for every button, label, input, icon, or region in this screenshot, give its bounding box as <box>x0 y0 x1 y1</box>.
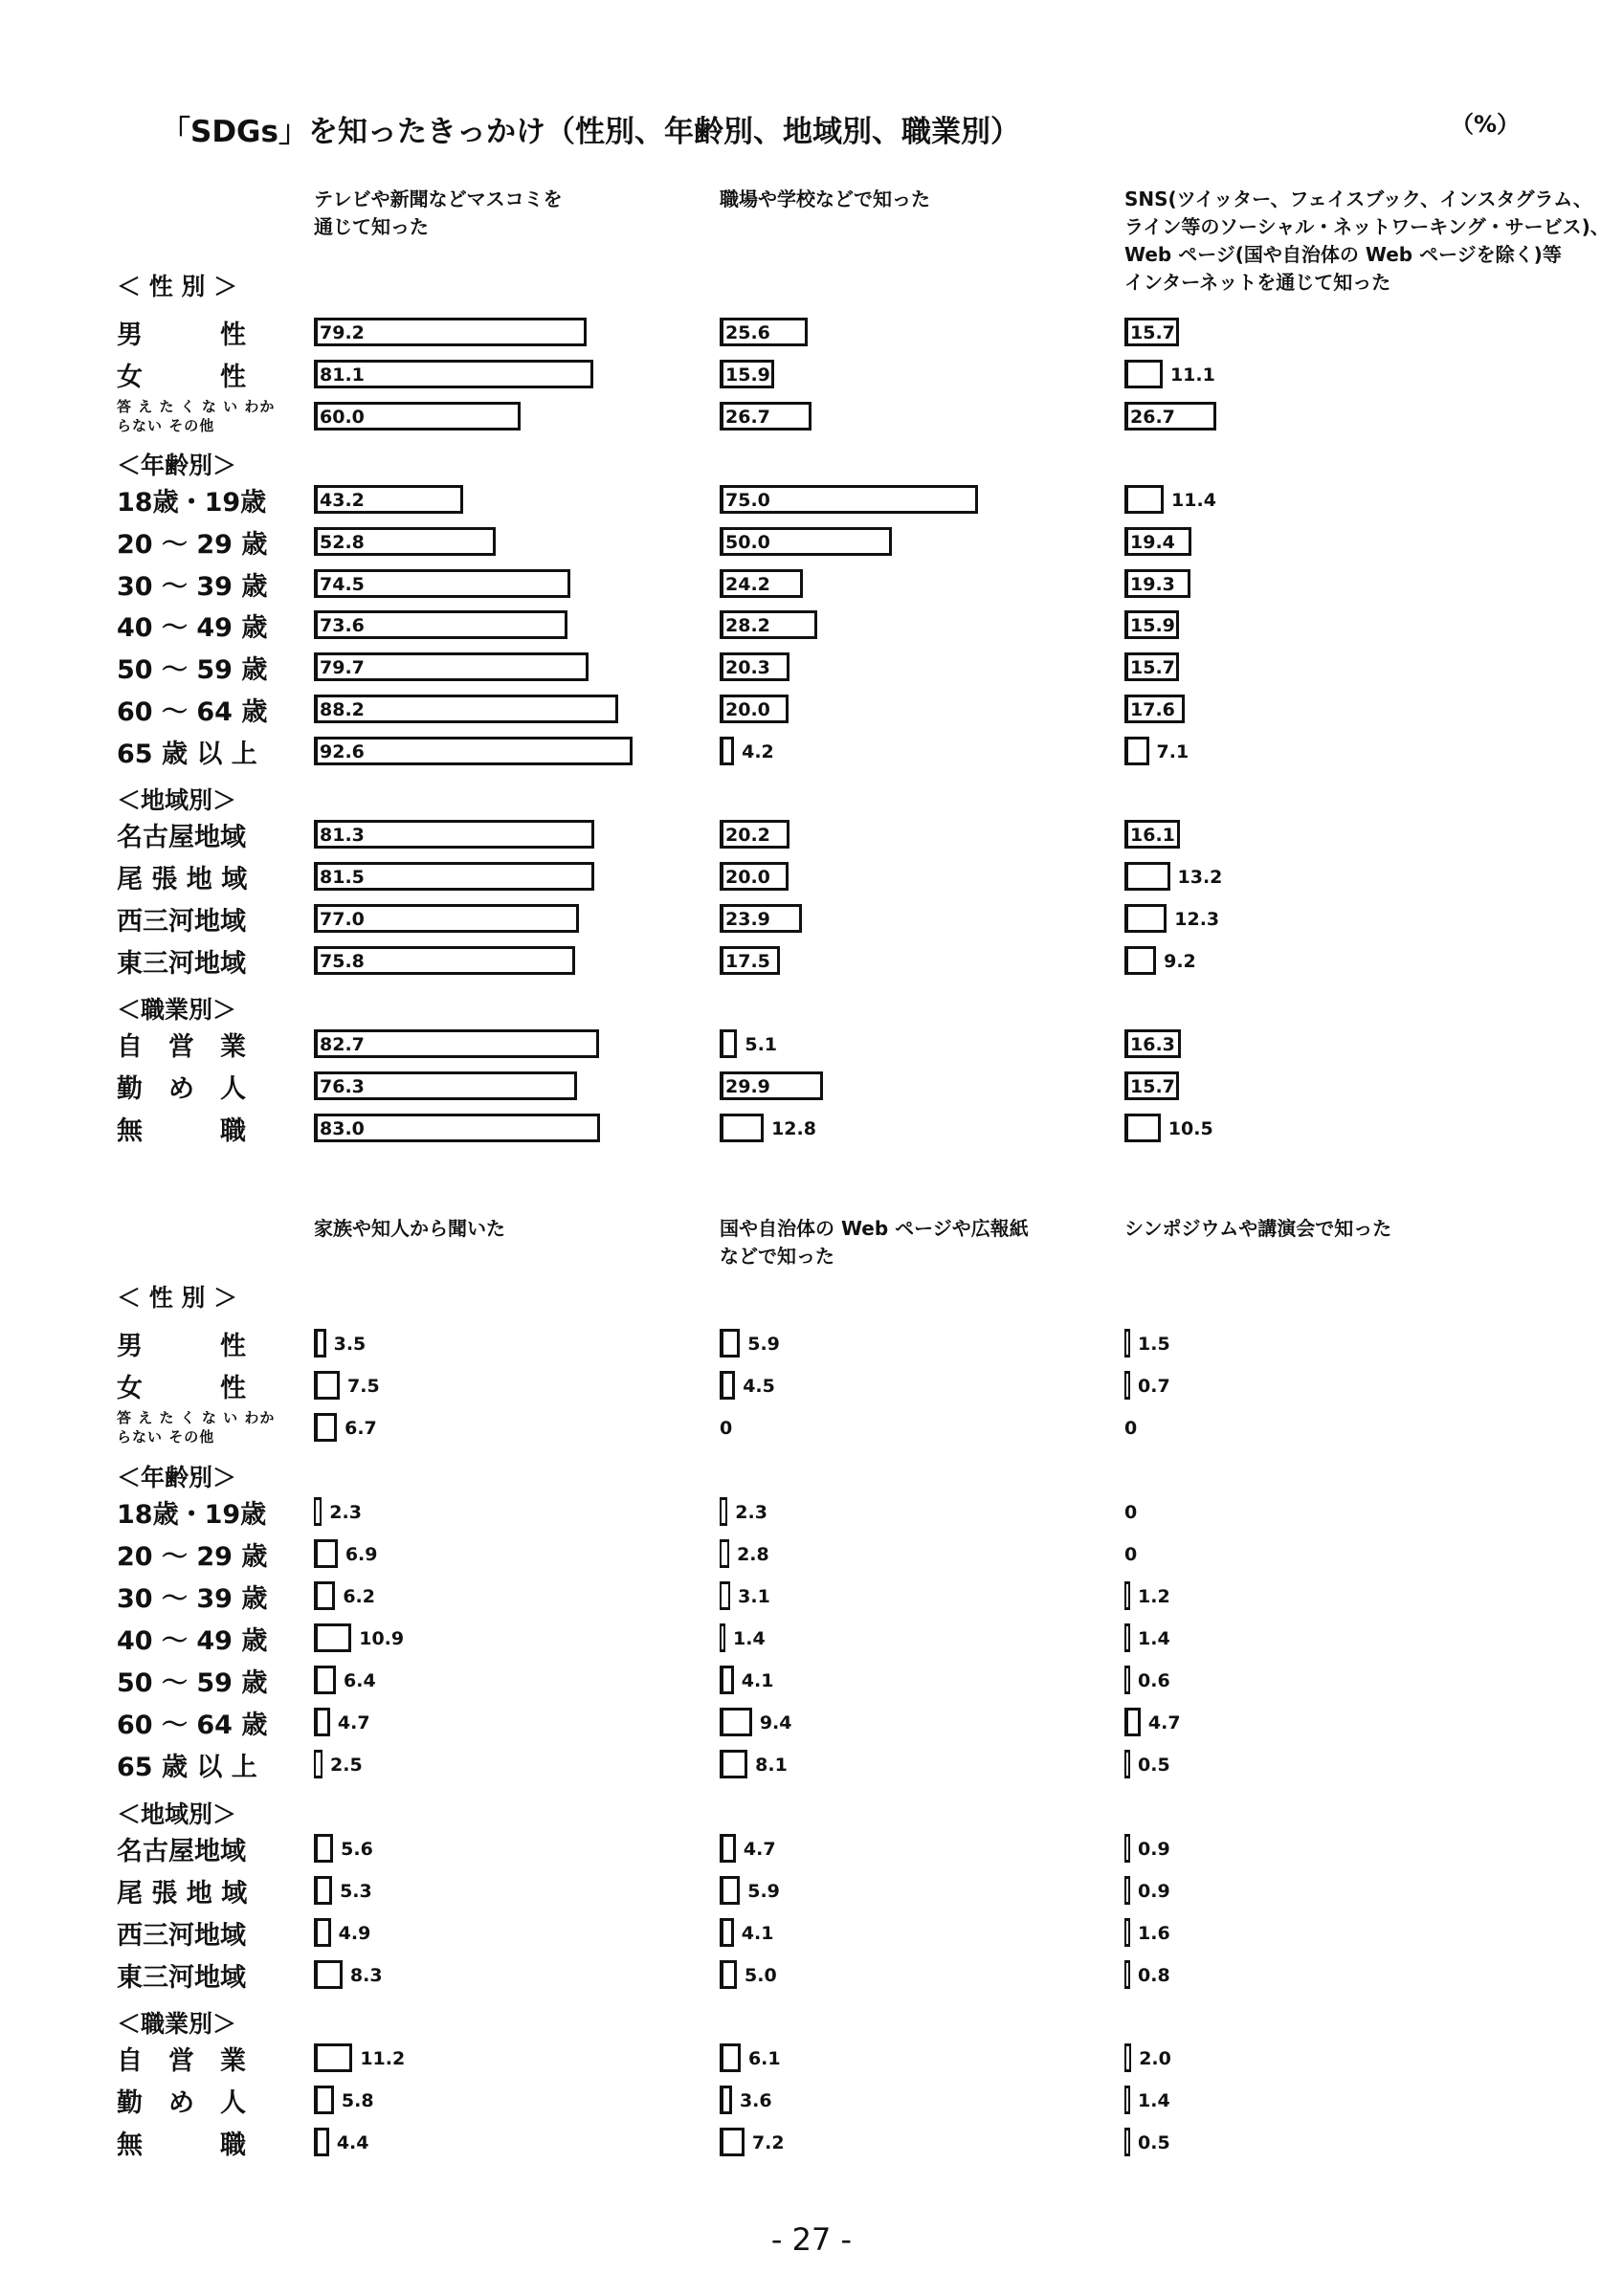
data-label: 0.5 <box>1138 2132 1170 2153</box>
row-label: 18歳・19歳 <box>117 487 267 518</box>
bar <box>720 1666 734 1694</box>
data-label: 6.9 <box>345 1544 378 1565</box>
bar <box>720 1960 737 1989</box>
column-header <box>314 186 563 241</box>
bar <box>1124 1329 1130 1358</box>
bar <box>720 737 734 765</box>
row-label: 30 ～ 39 歳 <box>117 1583 268 1614</box>
bar <box>314 1413 337 1442</box>
bar <box>314 2043 352 2072</box>
data-label: 16.1 <box>1130 825 1175 846</box>
data-label: 5.0 <box>745 1965 777 1986</box>
data-label: 23.9 <box>725 909 770 930</box>
row-label: 65 歳 以 上 <box>117 739 257 769</box>
data-label: 6.7 <box>345 1418 377 1439</box>
data-label: 0.7 <box>1138 1376 1170 1397</box>
bar <box>314 1918 331 1947</box>
bar <box>1124 1114 1161 1142</box>
data-label: 29.9 <box>725 1076 770 1097</box>
unit-label: （%） <box>1451 111 1521 138</box>
data-label: 20.2 <box>725 825 770 846</box>
bar <box>314 1371 340 1400</box>
bar <box>1124 1960 1130 1989</box>
data-label: 7.1 <box>1156 741 1189 762</box>
data-label: 0.9 <box>1138 1839 1170 1860</box>
column-header-line: Web ページ(国や自治体の Web ページを除く)等 <box>1124 243 1562 266</box>
bar <box>720 1834 736 1863</box>
row-label: 東三河地域 <box>117 1962 246 1993</box>
bar <box>1124 485 1164 514</box>
data-label: 19.4 <box>1130 532 1175 553</box>
bar <box>1124 1581 1130 1610</box>
bar <box>720 1918 734 1947</box>
bar <box>1124 1834 1130 1863</box>
row-label: 西三河地域 <box>117 906 246 937</box>
column-header <box>720 186 930 213</box>
bar <box>720 2128 745 2156</box>
bar <box>1124 946 1156 975</box>
bar <box>720 1029 737 1058</box>
row-label: 60 ～ 64 歳 <box>117 1710 268 1740</box>
data-label: 92.6 <box>320 741 365 762</box>
bar <box>1124 737 1149 765</box>
data-label: 25.6 <box>725 322 770 343</box>
data-label: 15.9 <box>1130 615 1175 636</box>
data-label: 20.0 <box>725 699 770 720</box>
data-label: 73.6 <box>320 615 365 636</box>
data-label: 50.0 <box>725 532 770 553</box>
bar <box>1124 1708 1141 1736</box>
bar <box>314 1329 326 1358</box>
row-label: 勤 め 人 <box>117 1073 246 1104</box>
row-label: 20 ～ 29 歳 <box>117 1541 268 1572</box>
page-number: - 27 - <box>770 2221 853 2258</box>
data-label: 81.1 <box>320 364 365 386</box>
data-label: 3.6 <box>739 2090 772 2111</box>
data-label: 4.1 <box>741 1670 774 1691</box>
data-label: 15.7 <box>1130 1076 1175 1097</box>
column-header <box>1124 1215 1391 1243</box>
bar <box>314 1623 351 1652</box>
data-label: 5.3 <box>340 1881 372 1902</box>
row-label: 65 歳 以 上 <box>117 1752 257 1782</box>
data-label: 19.3 <box>1130 574 1175 595</box>
data-label: 2.8 <box>737 1544 769 1565</box>
row-label: 女 性 <box>117 362 246 392</box>
data-label: 15.9 <box>725 364 770 386</box>
data-label: 20.0 <box>725 867 770 888</box>
row-label: 自 営 業 <box>117 2045 246 2076</box>
data-label: 12.8 <box>771 1118 816 1139</box>
data-label: 82.7 <box>320 1034 365 1055</box>
bar <box>1124 1623 1130 1652</box>
data-label: 0 <box>1124 1418 1138 1439</box>
bar <box>720 1329 740 1358</box>
data-label: 83.0 <box>320 1118 365 1139</box>
data-label: 10.9 <box>359 1628 405 1649</box>
data-label: 26.7 <box>1130 407 1175 428</box>
row-label: 女 性 <box>117 1373 246 1403</box>
data-label: 0 <box>1124 1544 1138 1565</box>
section-label-age: ＜年齢別＞ <box>117 452 237 479</box>
data-label: 8.1 <box>755 1755 788 1776</box>
data-label: 2.3 <box>329 1502 362 1523</box>
bar <box>720 1371 735 1400</box>
data-label: 4.2 <box>742 741 774 762</box>
data-label: 52.8 <box>320 532 365 553</box>
data-label: 0.9 <box>1138 1881 1170 1902</box>
bar <box>1124 1918 1130 1947</box>
row-label: 男 性 <box>117 320 246 350</box>
bar <box>720 1750 747 1778</box>
data-label: 5.9 <box>747 1881 780 1902</box>
row-label: 東三河地域 <box>117 948 246 979</box>
bar <box>720 1497 727 1526</box>
data-label: 75.0 <box>725 490 770 511</box>
data-label: 1.4 <box>733 1628 766 1649</box>
data-label: 4.1 <box>741 1923 774 1944</box>
data-label: 15.7 <box>1130 657 1175 678</box>
section-label-age: ＜年齢別＞ <box>117 1464 237 1491</box>
bar <box>1124 2043 1131 2072</box>
section-label-region: ＜地域別＞ <box>117 1800 237 1828</box>
bar <box>314 2128 329 2156</box>
section-label-gender: ＜ 性 別 ＞ <box>117 1284 238 1312</box>
row-label: 18歳・19歳 <box>117 1499 267 1530</box>
row-label: 40 ～ 49 歳 <box>117 1625 268 1656</box>
row-label: 60 ～ 64 歳 <box>117 696 268 727</box>
bar <box>314 1834 333 1863</box>
data-label: 0 <box>720 1418 733 1439</box>
data-label: 10.5 <box>1167 1118 1213 1139</box>
bar <box>1124 1750 1130 1778</box>
row-label: 20 ～ 29 歳 <box>117 529 268 560</box>
data-label: 5.8 <box>341 2090 374 2111</box>
data-label: 7.5 <box>347 1376 380 1397</box>
row-label: 無 職 <box>117 1115 246 1146</box>
data-label: 8.3 <box>349 1965 383 1986</box>
bar <box>314 1750 322 1778</box>
data-label: 28.2 <box>725 615 770 636</box>
data-label: 5.1 <box>745 1034 778 1055</box>
bar <box>1124 1371 1130 1400</box>
bar <box>1124 904 1167 933</box>
data-label: 4.7 <box>337 1712 370 1733</box>
bar <box>314 1708 330 1736</box>
data-label: 74.5 <box>320 574 365 595</box>
column-header-line: 国や自治体の Web ページや広報紙 <box>720 1217 1029 1240</box>
data-label: 9.2 <box>1164 951 1196 972</box>
data-label: 0.6 <box>1138 1670 1170 1691</box>
data-label: 43.2 <box>320 490 365 511</box>
data-label: 4.7 <box>1147 1712 1181 1733</box>
data-label: 17.5 <box>725 951 770 972</box>
bar <box>720 2043 741 2072</box>
data-label: 0 <box>1124 1502 1138 1523</box>
row-label: 無 職 <box>117 2130 246 2160</box>
data-label: 79.2 <box>320 322 365 343</box>
data-label: 4.4 <box>336 2132 369 2153</box>
row-label: 50 ～ 59 歳 <box>117 1667 268 1698</box>
data-label: 1.6 <box>1138 1923 1170 1944</box>
data-label: 3.1 <box>738 1586 770 1607</box>
data-label: 0.5 <box>1138 1755 1170 1776</box>
bar <box>314 1876 332 1905</box>
data-label: 16.3 <box>1130 1034 1175 1055</box>
row-label: 自 営 業 <box>117 1031 246 1062</box>
data-label: 20.3 <box>725 657 770 678</box>
bar <box>314 1539 338 1568</box>
data-label: 2.3 <box>735 1502 767 1523</box>
bar <box>314 2086 334 2114</box>
row-label: 尾 張 地 域 <box>117 864 248 894</box>
bar <box>1124 862 1170 891</box>
data-label: 13.2 <box>1177 867 1223 888</box>
data-label: 1.5 <box>1138 1334 1170 1355</box>
column-header-line: 通じて知った <box>314 215 429 238</box>
row-label: 40 ～ 49 歳 <box>117 612 268 643</box>
bar <box>1124 2128 1130 2156</box>
bar <box>1124 1666 1130 1694</box>
data-label: 9.4 <box>759 1712 792 1733</box>
data-label: 7.2 <box>751 2132 785 2153</box>
data-label: 11.4 <box>1171 490 1216 511</box>
data-label: 0.8 <box>1138 1965 1170 1986</box>
data-label: 81.5 <box>320 867 365 888</box>
bar <box>720 1114 764 1142</box>
section-label-occupation: ＜職業別＞ <box>117 996 237 1024</box>
row-label: 答 え た く な い わからない その他 <box>117 398 276 434</box>
row-label: 50 ～ 59 歳 <box>117 654 268 685</box>
data-label: 75.8 <box>320 951 365 972</box>
bar <box>720 1539 729 1568</box>
data-label: 5.6 <box>341 1839 373 1860</box>
data-label: 26.7 <box>725 407 770 428</box>
section-label-gender: ＜ 性 別 ＞ <box>117 273 238 300</box>
data-label: 11.1 <box>1169 364 1215 386</box>
column-header <box>314 1215 505 1243</box>
column-header-line: シンポジウムや講演会で知った <box>1124 1217 1392 1240</box>
bar <box>1124 1876 1130 1905</box>
row-label: 男 性 <box>117 1331 246 1361</box>
data-label: 6.4 <box>344 1670 376 1691</box>
row-label: 名古屋地域 <box>117 1836 246 1866</box>
data-label: 17.6 <box>1130 699 1175 720</box>
bar <box>314 1497 322 1526</box>
bar <box>720 1623 725 1652</box>
data-label: 81.3 <box>320 825 365 846</box>
data-label: 11.2 <box>360 2048 406 2069</box>
column-header <box>1124 186 1610 297</box>
column-header-line: 家族や知人から聞いた <box>314 1217 505 1240</box>
section-label-occupation: ＜職業別＞ <box>117 2010 237 2038</box>
data-label: 4.9 <box>338 1923 371 1944</box>
data-label: 1.4 <box>1138 2090 1170 2111</box>
bar <box>720 1708 752 1736</box>
bar <box>1124 2086 1130 2114</box>
row-label: 名古屋地域 <box>117 822 246 852</box>
bar <box>1124 360 1163 388</box>
row-label: 勤 め 人 <box>117 2087 246 2118</box>
data-label: 1.2 <box>1138 1586 1170 1607</box>
column-header-line: などで知った <box>720 1245 834 1268</box>
data-label: 88.2 <box>320 699 365 720</box>
column-header <box>720 1215 1029 1270</box>
bar <box>314 1666 336 1694</box>
data-label: 1.4 <box>1138 1628 1170 1649</box>
column-header-line: ライン等のソーシャル・ネットワーキング・サービス)、 <box>1124 215 1610 238</box>
data-label: 76.3 <box>320 1076 365 1097</box>
data-label: 4.7 <box>743 1839 776 1860</box>
data-label: 6.1 <box>747 2048 781 2069</box>
section-label-region: ＜地域別＞ <box>117 786 237 814</box>
column-header-line: インターネットを通じて知った <box>1124 271 1391 294</box>
data-label: 24.2 <box>725 574 770 595</box>
row-label: 尾 張 地 域 <box>117 1878 248 1909</box>
column-header-line: テレビや新聞などマスコミを <box>314 188 563 210</box>
data-label: 2.0 <box>1139 2048 1171 2069</box>
bar <box>720 2086 732 2114</box>
data-label: 79.7 <box>320 657 365 678</box>
bar <box>314 1960 343 1989</box>
bar <box>314 1581 335 1610</box>
data-label: 2.5 <box>330 1755 363 1776</box>
data-label: 60.0 <box>320 407 365 428</box>
data-label: 3.5 <box>333 1334 367 1355</box>
row-label: 30 ～ 39 歳 <box>117 571 268 602</box>
bar <box>720 1876 740 1905</box>
page-title: 「SDGs」を知ったきっかけ（性別、年齢別、地域別、職業別） <box>161 115 1020 149</box>
row-label: 西三河地域 <box>117 1920 246 1951</box>
bar <box>720 1581 730 1610</box>
row-label: 答 え た く な い わからない その他 <box>117 1409 276 1446</box>
data-label: 12.3 <box>1174 909 1220 930</box>
column-header-line: SNS(ツイッター、フェイスブック、インスタグラム、 <box>1124 188 1592 210</box>
column-header-line: 職場や学校などで知った <box>720 188 930 210</box>
data-label: 4.5 <box>743 1376 775 1397</box>
data-label: 77.0 <box>320 909 365 930</box>
data-label: 15.7 <box>1130 322 1175 343</box>
data-label: 5.9 <box>747 1334 780 1355</box>
data-label: 6.2 <box>343 1586 375 1607</box>
